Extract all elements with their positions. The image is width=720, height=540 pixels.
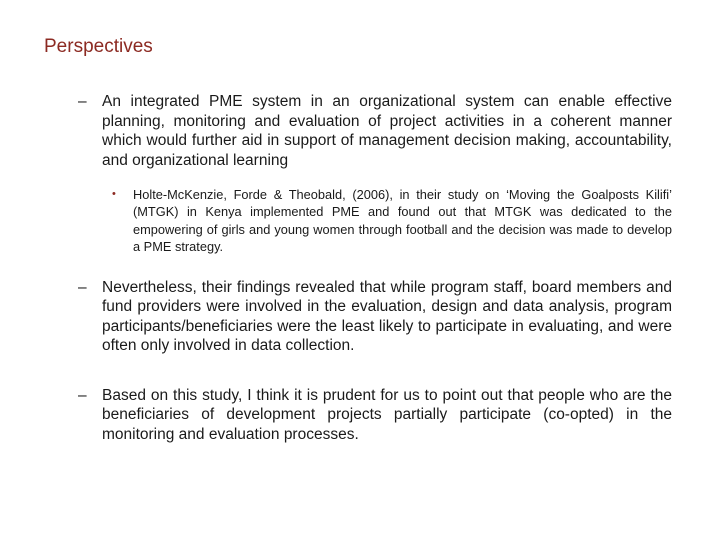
dash-bullet-icon: – — [78, 93, 87, 110]
bullet-item — [78, 386, 672, 445]
dash-bullet-icon: – — [78, 386, 87, 404]
bullet-item — [78, 278, 672, 356]
sub-bullet-item — [112, 186, 672, 256]
dash-bullet-icon: – — [78, 278, 87, 296]
slide-content — [78, 92, 672, 460]
dot-bullet-icon: • — [112, 188, 116, 200]
bullet-text: Nevertheless, their findings revealed that while program staff, board members and fund providers were involved in the evaluation, design and data analysis, program participants/beneficiaries were the least likely to participate in evaluating, and were often only involved in data collection. — [102, 278, 672, 355]
bullet-item — [78, 92, 672, 170]
bullet-text: An integrated PME system in an organizational system can enable effective planning, monitoring and evaluation of project activities in a coherent manner which would further aid in support of management decision making, accountability, and organizational learning — [102, 93, 672, 169]
slide-title: Perspectives — [44, 36, 153, 57]
bullet-text: Based on this study, I think it is prudent for us to point out that people who are the beneficiaries of development projects partially participate (co-opted) in the monitoring and evaluation processes. — [102, 386, 672, 443]
sub-bullet-text: Holte-McKenzie, Forde & Theobald, (2006), in their study on ‘Moving the Goalposts Kilifi’ (MTGK) in Kenya implemented PME and found out that MTGK was dedicated to the empowering of girls and young women through football and the decision was made to develop a PME strategy. — [133, 187, 672, 255]
